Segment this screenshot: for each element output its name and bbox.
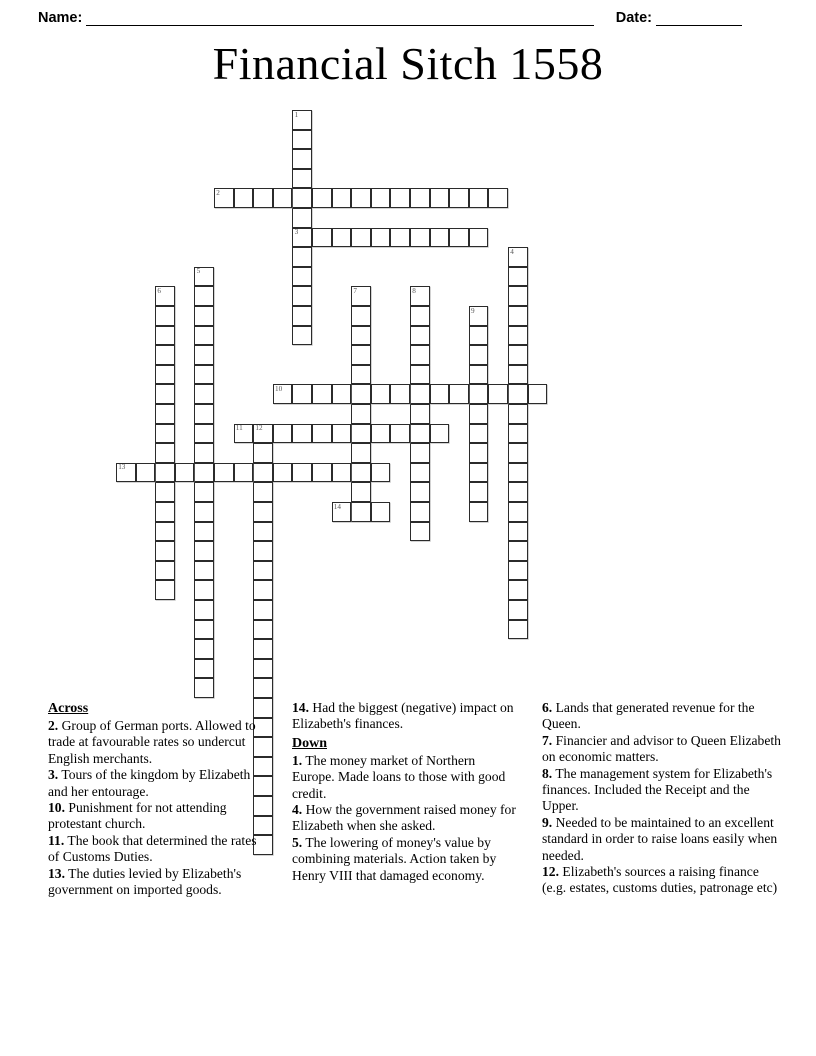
crossword-cell[interactable] bbox=[371, 424, 391, 444]
cell-number: 1 bbox=[294, 110, 299, 119]
crossword-cell[interactable] bbox=[508, 522, 528, 542]
crossword-cell[interactable] bbox=[253, 424, 273, 444]
crossword-cell[interactable] bbox=[253, 580, 273, 600]
crossword-cell[interactable] bbox=[155, 365, 175, 385]
crossword-cell[interactable] bbox=[410, 384, 430, 404]
crossword-cell[interactable] bbox=[469, 188, 489, 208]
crossword-cell[interactable] bbox=[155, 541, 175, 561]
crossword-cell[interactable] bbox=[469, 384, 489, 404]
crossword-cell[interactable] bbox=[273, 424, 293, 444]
clue-text: Group of German ports. Allowed to trade at favourable rates so undercut English merchants. bbox=[48, 718, 256, 766]
crossword-cell[interactable] bbox=[410, 326, 430, 346]
clue-down-1 bbox=[292, 753, 520, 802]
crossword-cell[interactable] bbox=[312, 188, 332, 208]
clue-text: The money market of Northern Europe. Made loans to those with good credit. bbox=[292, 752, 506, 801]
crossword-cell[interactable] bbox=[155, 384, 175, 404]
crossword-cell[interactable] bbox=[508, 424, 528, 444]
crossword-cell[interactable] bbox=[292, 247, 312, 267]
crossword-cell[interactable] bbox=[351, 384, 371, 404]
clue-text: Lands that generated revenue for the Queen. bbox=[542, 700, 755, 732]
clue-number: 11. bbox=[48, 832, 65, 848]
crossword-cell[interactable] bbox=[508, 443, 528, 463]
crossword-cell[interactable] bbox=[508, 482, 528, 502]
crossword-cell[interactable] bbox=[371, 228, 391, 248]
date-label: Date: bbox=[615, 10, 652, 26]
crossword-cell[interactable] bbox=[292, 208, 312, 228]
clue-number: 14. bbox=[292, 700, 309, 715]
crossword-cell[interactable] bbox=[469, 326, 489, 346]
crossword-cell[interactable] bbox=[312, 384, 332, 404]
crossword-cell[interactable] bbox=[292, 149, 312, 169]
crossword-cell[interactable] bbox=[469, 365, 489, 385]
crossword-cell[interactable] bbox=[155, 286, 175, 306]
crossword-cell[interactable] bbox=[194, 580, 214, 600]
crossword-cell[interactable] bbox=[253, 678, 273, 698]
crossword-cell[interactable] bbox=[292, 267, 312, 287]
across-heading: Across bbox=[48, 701, 89, 716]
crossword-cell[interactable] bbox=[410, 404, 430, 424]
crossword-cell[interactable] bbox=[410, 482, 430, 502]
clue-number: 1. bbox=[292, 752, 303, 768]
crossword-cell[interactable] bbox=[292, 306, 312, 326]
crossword-cell[interactable] bbox=[155, 482, 175, 502]
crossword-cell[interactable] bbox=[371, 463, 391, 483]
clues-column-3 bbox=[542, 700, 786, 897]
crossword-cell[interactable] bbox=[253, 463, 273, 483]
crossword-cell[interactable] bbox=[508, 463, 528, 483]
crossword-cell[interactable] bbox=[194, 326, 214, 346]
crossword-cell[interactable] bbox=[253, 188, 273, 208]
crossword-cell[interactable] bbox=[253, 561, 273, 581]
crossword-cell[interactable] bbox=[410, 286, 430, 306]
crossword-cell[interactable] bbox=[194, 463, 214, 483]
crossword-cell[interactable] bbox=[351, 463, 371, 483]
crossword-cell[interactable] bbox=[332, 384, 352, 404]
crossword-cell[interactable] bbox=[194, 404, 214, 424]
clue-down-4 bbox=[292, 802, 520, 835]
clue-across-11 bbox=[48, 833, 270, 866]
crossword-cell[interactable] bbox=[332, 188, 352, 208]
cell-number: 4 bbox=[510, 247, 514, 256]
crossword-cell[interactable] bbox=[351, 306, 371, 326]
crossword-cell[interactable] bbox=[292, 188, 312, 208]
crossword-cell[interactable] bbox=[136, 463, 156, 483]
crossword-cell[interactable] bbox=[234, 188, 254, 208]
clue-number: 4. bbox=[292, 802, 303, 818]
clue-down-6 bbox=[542, 700, 786, 733]
crossword-cell[interactable] bbox=[351, 502, 371, 522]
crossword-cell[interactable] bbox=[253, 639, 273, 659]
crossword-cell[interactable] bbox=[194, 482, 214, 502]
clue-number: 13. bbox=[48, 865, 65, 881]
crossword-cell[interactable] bbox=[194, 306, 214, 326]
crossword-cell[interactable] bbox=[332, 228, 352, 248]
crossword-cell[interactable] bbox=[155, 561, 175, 581]
crossword-cell[interactable] bbox=[194, 365, 214, 385]
crossword-cell[interactable] bbox=[155, 326, 175, 346]
crossword-cell[interactable] bbox=[371, 502, 391, 522]
crossword-cell[interactable] bbox=[488, 384, 508, 404]
clue-down-8 bbox=[542, 766, 786, 815]
crossword-cell[interactable] bbox=[194, 600, 214, 620]
crossword-cell[interactable] bbox=[488, 188, 508, 208]
cell-number: 13 bbox=[118, 463, 126, 472]
crossword-cell[interactable] bbox=[194, 620, 214, 640]
name-label: Name: bbox=[38, 10, 83, 26]
cell-number: 11 bbox=[235, 424, 243, 433]
crossword-cell[interactable] bbox=[155, 306, 175, 326]
crossword-cell[interactable] bbox=[508, 326, 528, 346]
down-heading: Down bbox=[292, 735, 328, 751]
crossword-cell[interactable] bbox=[194, 639, 214, 659]
clue-number: 10. bbox=[48, 800, 65, 816]
crossword-cell[interactable] bbox=[253, 620, 273, 640]
crossword-cell[interactable] bbox=[508, 384, 528, 404]
crossword-cell[interactable] bbox=[155, 522, 175, 542]
crossword-cell[interactable] bbox=[390, 188, 410, 208]
crossword-cell[interactable] bbox=[351, 188, 371, 208]
crossword-cell[interactable] bbox=[410, 365, 430, 385]
crossword-cell[interactable] bbox=[194, 267, 214, 287]
clue-number: 9. bbox=[542, 814, 553, 830]
crossword-cell[interactable] bbox=[430, 424, 450, 444]
crossword-cell[interactable] bbox=[469, 502, 489, 522]
cell-number: 14 bbox=[333, 502, 341, 511]
crossword-cell[interactable] bbox=[430, 384, 450, 404]
clues-section bbox=[0, 700, 816, 898]
crossword-cell[interactable] bbox=[194, 541, 214, 561]
cell-number: 8 bbox=[412, 286, 416, 295]
clue-number: 3. bbox=[48, 767, 59, 783]
crossword-cell[interactable] bbox=[528, 384, 548, 404]
crossword-cell[interactable] bbox=[332, 502, 352, 522]
crossword-cell[interactable] bbox=[292, 110, 312, 130]
crossword-cell[interactable] bbox=[351, 424, 371, 444]
crossword-cell[interactable] bbox=[469, 424, 489, 444]
crossword-cell[interactable] bbox=[253, 659, 273, 679]
crossword-cell[interactable] bbox=[371, 188, 391, 208]
crossword-cell[interactable] bbox=[351, 345, 371, 365]
crossword-cell[interactable] bbox=[410, 443, 430, 463]
crossword-cell[interactable] bbox=[351, 286, 371, 306]
crossword-cell[interactable] bbox=[155, 463, 175, 483]
crossword-cell[interactable] bbox=[273, 463, 293, 483]
crossword-cell[interactable] bbox=[508, 620, 528, 640]
crossword-cell[interactable] bbox=[371, 384, 391, 404]
clue-number: 12. bbox=[542, 864, 559, 880]
cell-number: 2 bbox=[216, 188, 220, 197]
clue-down-12 bbox=[542, 864, 786, 897]
crossword-cell[interactable] bbox=[410, 228, 430, 248]
page-title: Financial Sitch 1558 bbox=[212, 38, 604, 89]
crossword-cell[interactable] bbox=[390, 424, 410, 444]
clue-text: The lowering of money's value by combining materials. Action taken by Henry VIII that damaged economy. bbox=[292, 834, 497, 883]
crossword-cell[interactable] bbox=[508, 306, 528, 326]
crossword-cell[interactable] bbox=[253, 482, 273, 502]
crossword-cell[interactable] bbox=[312, 228, 332, 248]
crossword-cell[interactable] bbox=[390, 384, 410, 404]
crossword-cell[interactable] bbox=[253, 600, 273, 620]
crossword-cell[interactable] bbox=[155, 580, 175, 600]
crossword-cell[interactable] bbox=[292, 463, 312, 483]
clue-number: 5. bbox=[292, 834, 303, 850]
crossword-cell[interactable] bbox=[292, 424, 312, 444]
crossword-cell[interactable] bbox=[410, 345, 430, 365]
crossword-cell[interactable] bbox=[155, 345, 175, 365]
crossword-cell[interactable] bbox=[194, 384, 214, 404]
crossword-cell[interactable] bbox=[194, 502, 214, 522]
crossword-cell[interactable] bbox=[155, 424, 175, 444]
clue-text: The duties levied by Elizabeth's government on imported goods. bbox=[48, 865, 242, 898]
clue-down-5 bbox=[292, 835, 520, 884]
crossword-cell[interactable] bbox=[292, 326, 312, 346]
crossword-cell[interactable] bbox=[508, 580, 528, 600]
crossword-cell[interactable] bbox=[155, 404, 175, 424]
crossword-cell[interactable] bbox=[116, 463, 136, 483]
crossword-cell[interactable] bbox=[292, 384, 312, 404]
crossword-cell[interactable] bbox=[351, 326, 371, 346]
crossword-cell[interactable] bbox=[332, 424, 352, 444]
crossword-cell[interactable] bbox=[508, 345, 528, 365]
crossword-cell[interactable] bbox=[194, 443, 214, 463]
crossword-cell[interactable] bbox=[351, 443, 371, 463]
clue-number: 7. bbox=[542, 732, 553, 748]
crossword-cell[interactable] bbox=[410, 424, 430, 444]
clues-column-2 bbox=[292, 700, 520, 884]
crossword-cell[interactable] bbox=[292, 169, 312, 189]
cell-number: 5 bbox=[196, 267, 201, 276]
clue-down-7 bbox=[542, 733, 786, 766]
cell-number: 6 bbox=[157, 286, 161, 295]
crossword-cell[interactable] bbox=[234, 424, 254, 444]
crossword-cell[interactable] bbox=[273, 188, 293, 208]
crossword-cell[interactable] bbox=[508, 267, 528, 287]
crossword-cell[interactable] bbox=[469, 228, 489, 248]
crossword-cell[interactable] bbox=[410, 522, 430, 542]
crossword-cell[interactable] bbox=[234, 463, 254, 483]
crossword-cell[interactable] bbox=[410, 306, 430, 326]
crossword-cell[interactable] bbox=[194, 424, 214, 444]
crossword-cell[interactable] bbox=[351, 404, 371, 424]
clue-number: 2. bbox=[48, 718, 59, 733]
crossword-cell[interactable] bbox=[194, 659, 214, 679]
crossword-cell[interactable] bbox=[273, 384, 293, 404]
clue-text: Punishment for not attending protestant church. bbox=[48, 800, 227, 832]
crossword-cell[interactable] bbox=[410, 188, 430, 208]
clue-text: Elizabeth's sources a raising finance (e.g. estates, customs duties, patronage etc) bbox=[542, 864, 778, 896]
crossword-cell[interactable] bbox=[430, 188, 450, 208]
crossword-cell[interactable] bbox=[194, 286, 214, 306]
crossword-cell[interactable] bbox=[410, 463, 430, 483]
crossword-cell[interactable] bbox=[410, 502, 430, 522]
crossword-cell[interactable] bbox=[469, 345, 489, 365]
crossword-cell[interactable] bbox=[253, 502, 273, 522]
crossword-cell[interactable] bbox=[449, 228, 469, 248]
crossword-cell[interactable] bbox=[194, 345, 214, 365]
clue-text: Financier and advisor to Queen Elizabeth on economic matters. bbox=[542, 732, 781, 765]
clues-column-1 bbox=[48, 700, 270, 898]
crossword-cell[interactable] bbox=[351, 228, 371, 248]
crossword-cell[interactable] bbox=[194, 561, 214, 581]
clue-text: Tours of the kingdom by Elizabeth and her entourage. bbox=[48, 767, 251, 799]
crossword-cell[interactable] bbox=[449, 188, 469, 208]
clue-text: The management system for Elizabeth's finances. Included the Receipt and the Upper. bbox=[542, 765, 773, 814]
crossword-cell[interactable] bbox=[292, 130, 312, 150]
crossword-cell[interactable] bbox=[469, 404, 489, 424]
crossword-cell[interactable] bbox=[469, 306, 489, 326]
crossword-cell[interactable] bbox=[508, 561, 528, 581]
clue-across-3 bbox=[48, 767, 270, 800]
crossword-cell[interactable] bbox=[253, 522, 273, 542]
crossword-cell[interactable] bbox=[508, 247, 528, 267]
crossword-cell[interactable] bbox=[351, 482, 371, 502]
clue-text: Had the biggest (negative) impact on Elizabeth's finances. bbox=[292, 700, 514, 732]
crossword-cell[interactable] bbox=[194, 522, 214, 542]
crossword-cell[interactable] bbox=[508, 600, 528, 620]
clue-number: 6. bbox=[542, 700, 553, 715]
crossword-cell[interactable] bbox=[508, 404, 528, 424]
crossword-cell[interactable] bbox=[469, 443, 489, 463]
crossword-cell[interactable] bbox=[390, 228, 410, 248]
crossword-cell[interactable] bbox=[312, 424, 332, 444]
clue-number: 8. bbox=[542, 765, 553, 781]
crossword-cell[interactable] bbox=[508, 365, 528, 385]
clue-text: How the government raised money for Elizabeth when she asked. bbox=[292, 802, 516, 834]
crossword-cell[interactable] bbox=[508, 286, 528, 306]
crossword-cell[interactable] bbox=[214, 463, 234, 483]
cell-number: 7 bbox=[353, 286, 357, 295]
cell-number: 10 bbox=[274, 384, 283, 393]
clue-across-2 bbox=[48, 718, 270, 767]
crossword-cell[interactable] bbox=[175, 463, 195, 483]
crossword-cell[interactable] bbox=[253, 541, 273, 561]
crossword-cell[interactable] bbox=[351, 365, 371, 385]
crossword-cell[interactable] bbox=[194, 678, 214, 698]
clue-across-13 bbox=[48, 866, 270, 899]
clue-text: Needed to be maintained to an excellent standard in order to raise loans easily when needed. bbox=[542, 814, 778, 863]
crossword-cell[interactable] bbox=[508, 541, 528, 561]
cell-number: 12 bbox=[255, 424, 263, 433]
clue-text: The book that determined the rates of Customs Duties. bbox=[48, 832, 257, 865]
cell-number: 3 bbox=[294, 228, 299, 237]
clue-across-14 bbox=[292, 700, 520, 733]
cell-number: 9 bbox=[470, 306, 475, 315]
crossword-cell[interactable] bbox=[449, 384, 469, 404]
crossword-cell[interactable] bbox=[214, 188, 234, 208]
crossword-cell[interactable] bbox=[430, 228, 450, 248]
crossword-cell[interactable] bbox=[312, 463, 332, 483]
clue-down-9 bbox=[542, 815, 786, 864]
crossword-cell[interactable] bbox=[469, 463, 489, 483]
crossword-cell[interactable] bbox=[332, 463, 352, 483]
crossword-cell[interactable] bbox=[292, 286, 312, 306]
crossword-cell[interactable] bbox=[508, 502, 528, 522]
crossword-cell[interactable] bbox=[253, 443, 273, 463]
crossword-cell[interactable] bbox=[155, 443, 175, 463]
clue-across-10 bbox=[48, 800, 270, 833]
crossword-cell[interactable] bbox=[469, 482, 489, 502]
crossword-cell[interactable] bbox=[292, 228, 312, 248]
crossword-cell[interactable] bbox=[155, 502, 175, 522]
